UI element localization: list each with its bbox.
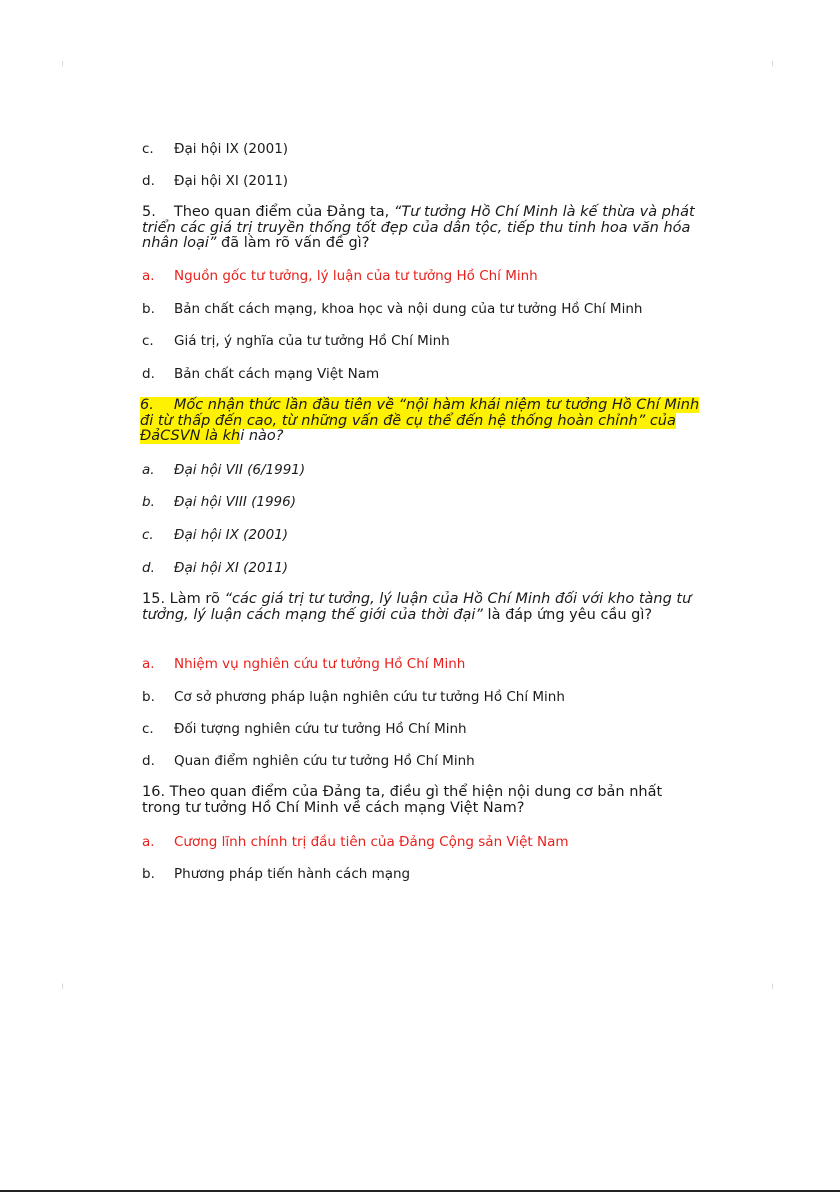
answer-option [142, 689, 565, 705]
answer-option [142, 462, 305, 478]
question-lead: Theo quan điểm của Đảng ta, [173, 204, 394, 220]
answer-option [142, 494, 296, 510]
option-text: Đại hội IX (2001) [174, 527, 289, 543]
option-text: Đại hội XI (2011) [174, 173, 289, 189]
option-text: Bản chất cách mạng Việt Nam [174, 366, 380, 382]
option-text: Nhiệm vụ nghiên cứu tư tưởng Hồ Chí Minh [174, 656, 466, 672]
highlighted-text [140, 397, 699, 444]
question-number: 15. [142, 591, 166, 607]
question-text: Theo quan điểm của Đảng ta, điều gì thể hiện nội dung cơ bản nhất trong tư tưởng Hồ Chí Minh về cách mạng Việt Nam? [142, 784, 663, 816]
option-marker: a. [142, 268, 155, 284]
answer-option [142, 141, 288, 157]
question-tail: đã làm rõ vấn đề gì? [216, 235, 370, 251]
question-number: 5. [142, 204, 156, 220]
question-tail: là đáp ứng yêu cầu gì? [482, 606, 653, 623]
question-lead: Làm rõ [169, 591, 225, 607]
option-marker: c. [142, 721, 154, 737]
option-marker: d. [142, 173, 155, 189]
option-text: Cơ sở phương pháp luận nghiên cứu tư tưởng Hồ Chí Minh [174, 689, 565, 705]
answer-option [142, 866, 410, 882]
option-text: Phương pháp tiến hành cách mạng [174, 866, 411, 882]
option-marker: a. [142, 462, 155, 478]
option-marker: a. [142, 834, 155, 850]
question-5 [142, 205, 702, 252]
answer-option [142, 366, 379, 382]
option-marker: d. [142, 560, 155, 576]
option-text: Đại hội XI (2011) [174, 560, 289, 576]
question-text: Mốc nhận thức lần đầu tiên về “nội hàm khái niệm tư tưởng Hồ Chí Minh đi từ thấp đến cao, từ những vấn đề cụ thể đến hệ thống hoàn chỉnh” của ĐảCSVN là kh [140, 397, 700, 444]
question-number: 6. [140, 397, 154, 413]
answer-option-correct [142, 268, 538, 284]
question-15 [142, 592, 702, 623]
option-text: Đại hội IX (2001) [174, 141, 289, 157]
option-text: Đối tượng nghiên cứu tư tưởng Hồ Chí Minh [174, 721, 467, 737]
option-text: Bản chất cách mạng, khoa học và nội dung của tư tưởng Hồ Chí Minh [174, 301, 643, 317]
option-marker: d. [142, 366, 155, 382]
answer-option [142, 753, 475, 769]
answer-option-correct [142, 656, 465, 672]
question-number: 16. [142, 784, 166, 800]
answer-option [142, 301, 642, 317]
option-marker: c. [142, 141, 154, 157]
option-marker: a. [142, 656, 155, 672]
option-text: Quan điểm nghiên cứu tư tưởng Hồ Chí Minh [174, 753, 475, 769]
option-marker: c. [142, 527, 154, 543]
answer-option [142, 527, 288, 543]
option-text: Đại hội VII (6/1991) [174, 462, 306, 478]
option-text: Đại hội VIII (1996) [174, 494, 296, 510]
corner-mark: ╷ [770, 57, 776, 67]
corner-mark: ╵ [60, 985, 66, 995]
option-text: Cương lĩnh chính trị đầu tiên của Đảng Cộng sản Việt Nam [174, 834, 569, 850]
option-marker: b. [142, 494, 155, 510]
option-marker: d. [142, 753, 155, 769]
answer-option [142, 333, 450, 349]
question-quote: “Tư tưởng Hồ Chí Minh là kế thừa và phát triển các giá trị truyền thống tốt đẹp của dân tộc, tiếp thu tinh hoa văn hóa nhân loại” [142, 204, 695, 251]
option-text: Giá trị, ý nghĩa của tư tưởng Hồ Chí Minh [174, 333, 450, 349]
question-text-rest: i nào? [240, 428, 284, 444]
answer-option [142, 560, 288, 576]
option-marker: b. [142, 301, 155, 317]
option-text: Nguồn gốc tư tưởng, lý luận của tư tưởng Hồ Chí Minh [174, 268, 538, 284]
option-marker: b. [142, 689, 155, 705]
answer-option-correct [142, 834, 569, 850]
question-16 [142, 785, 702, 816]
corner-mark: ╵ [770, 985, 776, 995]
answer-option [142, 173, 288, 189]
question-6 [140, 398, 710, 445]
answer-option [142, 721, 467, 737]
option-marker: c. [142, 333, 154, 349]
corner-mark: ╷ [60, 57, 66, 67]
option-marker: b. [142, 866, 155, 882]
question-quote: “các giá trị tư tưởng, lý luận của Hồ Chí Minh đối với kho tàng tư tưởng, lý luận cách mạng thế giới của thời đại” [142, 591, 692, 623]
